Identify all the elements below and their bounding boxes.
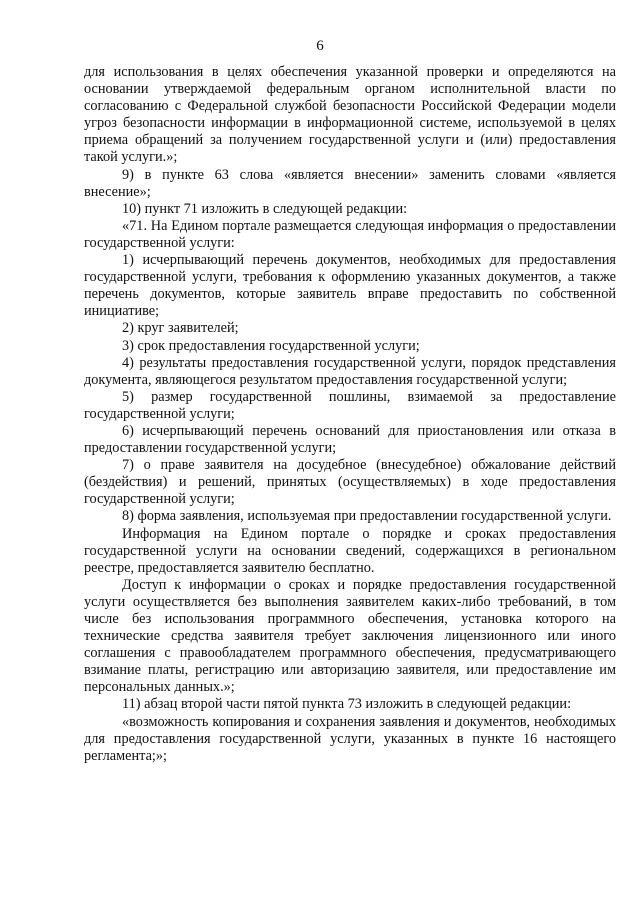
paragraph: 9) в пункте 63 слова «является внесении» заменить словами «является внесение»; <box>84 166 616 200</box>
paragraph: 8) форма заявления, используемая при предоставлении государственной услуги. <box>122 508 612 525</box>
paragraph: «возможность копирования и сохранения заявления и документов, необходимых для предоставления государственной услуги, указанных в пункте 16 настоящего регламента;»; <box>84 713 616 764</box>
paragraph: 10) пункт 71 изложить в следующей редакции: <box>122 200 408 217</box>
document-body <box>84 64 616 765</box>
paragraph: для использования в целях обеспечения указанной проверки и определяются на основании утверждаемой федеральным органом исполнительной власти по согласованию с Федеральной службой безопасности Российской Федерации модели угроз безопасности информации в информационной системе, используемой в целях приема обращений за получением государственной услуги и (или) предоставления такой услуги.»; <box>84 64 616 166</box>
paragraph: 6) исчерпывающий перечень оснований для приостановления или отказа в предоставлении государственной услуги; <box>84 422 616 457</box>
paragraph: Информация на Едином портале о порядке и сроках предоставления государственной услуги на основании сведений, содержащихся в региональном реестре, предоставляется заявителю бесплатно. <box>84 525 616 576</box>
paragraph: 4) результаты предоставления государственной услуги, порядок представления документа, являющегося результатом предоставления государственной услуги; <box>84 354 616 388</box>
paragraph: 11) абзац второй части пятой пункта 73 изложить в следующей редакции: <box>122 696 572 713</box>
paragraph: 5) размер государственной пошлины, взимаемой за предоставление государственной услуги; <box>84 388 616 422</box>
page-number: 6 <box>316 38 324 54</box>
paragraph: 1) исчерпывающий перечень документов, необходимых для предоставления государственной услуги, требования к оформлению указанных документов, а также перечень документов, которые заявитель вправе предоставить по собственной инициативе; <box>84 252 616 320</box>
paragraph: 3) срок предоставления государственной услуги; <box>122 337 420 354</box>
paragraph: Доступ к информации о сроках и порядке предоставления государственной услуги осуществляется без выполнения заявителем каких-либо требований, в том числе без использования программного обеспечения, установка которого на технические средства заявителя требует заключения лицензионного или иного соглашения с правообладателем программного обеспечения, предусматривающего взимание платы, регистрацию или авторизацию заявителя, или предоставление им персональных данных.»; <box>84 576 616 696</box>
paragraph: «71. На Едином портале размещается следующая информация о предоставлении государственной услуги: <box>84 217 616 251</box>
paragraph: 2) круг заявителей; <box>122 320 239 337</box>
paragraph: 7) о праве заявителя на досудебное (внесудебное) обжалование действий (бездействия) и решений, принятых (осуществляемых) в ходе предоставления государственной услуги; <box>84 457 616 508</box>
